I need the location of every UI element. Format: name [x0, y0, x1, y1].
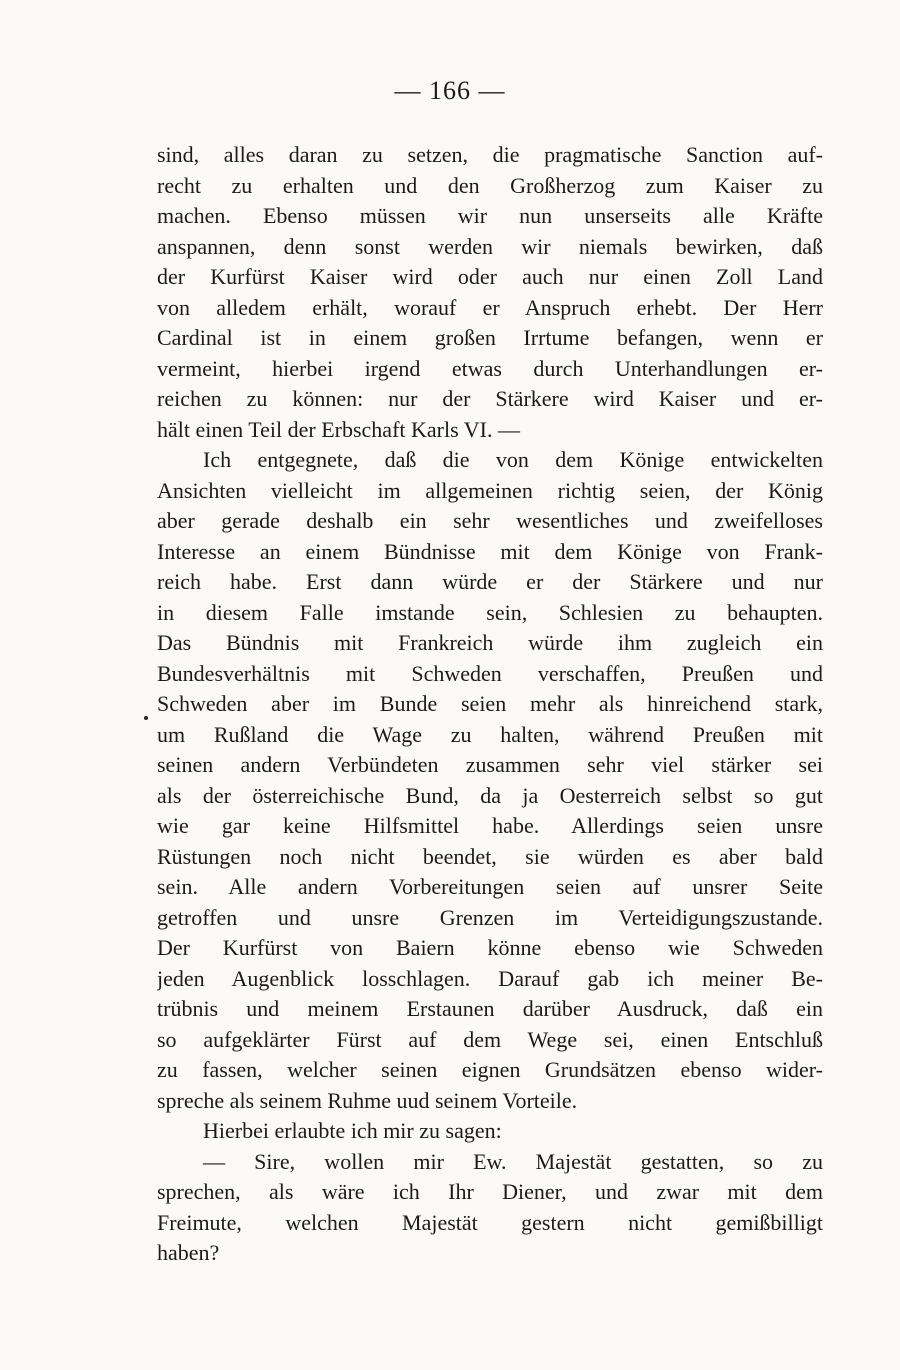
text-line: Hierbei erlaubte ich mir zu sagen:: [203, 1118, 502, 1143]
text-line: hält einen Teil der Erbschaft Karls VI. —: [157, 416, 520, 442]
text-line: Das Bündnis mit Frankreich würde ihm zugleich ein: [157, 630, 823, 655]
text-line: in diesem Falle imstande sein, Schlesien zu behaupten.: [157, 599, 823, 625]
page-number: — 166 —: [394, 76, 506, 105]
text-line: aber gerade deshalb ein sehr wesentliches und zweifelloses: [157, 508, 823, 533]
text-line: Interesse an einem Bündnisse mit dem Könige von Frank-: [157, 538, 823, 564]
body-text: [157, 140, 823, 1269]
ink-speck: [144, 716, 148, 720]
text-line: reichen zu können: nur der Stärkere wird Kaiser und er-: [157, 386, 823, 411]
text-line: Cardinal ist in einem großen Irrtume befangen, wenn er: [157, 325, 823, 350]
text-line: Freimute, welchen Majestät gestern nicht gemißbilligt: [157, 1209, 823, 1235]
text-line: — Sire, wollen mir Ew. Majestät gestatten, so zu: [203, 1148, 823, 1174]
text-line: getroffen und unsre Grenzen im Verteidigungszustande.: [157, 904, 823, 930]
text-line: sind, alles daran zu setzen, die pragmatische Sanction auf-: [157, 142, 823, 167]
text-line: haben?: [157, 1240, 220, 1265]
text-line: trübnis und meinem Erstaunen darüber Ausdruck, daß ein: [157, 996, 823, 1021]
text-line: Bundesverhältnis mit Schweden verschaffen, Preußen und: [157, 660, 823, 686]
text-line: seinen andern Verbündeten zusammen sehr viel stärker sei: [157, 752, 823, 777]
text-line: machen. Ebenso müssen wir nun unserseits alle Kräfte: [157, 203, 823, 228]
text-line: recht zu erhalten und den Großherzog zum Kaiser zu: [157, 172, 823, 198]
text-line: anspannen, denn sonst werden wir niemals bewirken, daß: [157, 233, 823, 259]
text-line: jeden Augenblick losschlagen. Darauf gab ich meiner Be-: [157, 965, 823, 991]
text-line: sein. Alle andern Vorbereitungen seien auf unsrer Seite: [157, 874, 823, 899]
text-line: zu fassen, welcher seinen eignen Grundsätzen ebenso wider-: [157, 1057, 823, 1082]
text-line: Rüstungen noch nicht beendet, sie würden es aber bald: [157, 843, 823, 869]
text-line: spreche als seinem Ruhme uud seinem Vorteile.: [157, 1087, 578, 1113]
text-line: reich habe. Erst dann würde er der Stärkere und nur: [157, 569, 823, 594]
text-line: um Rußland die Wage zu halten, während Preußen mit: [157, 721, 823, 747]
text-line: Ansichten vielleicht im allgemeinen richtig seien, der König: [157, 477, 823, 503]
text-line: vermeint, hierbei irgend etwas durch Unterhandlungen er-: [157, 355, 823, 381]
text-line: der Kurfürst Kaiser wird oder auch nur einen Zoll Land: [157, 264, 823, 289]
text-line: sprechen, als wäre ich Ihr Diener, und zwar mit dem: [157, 1179, 823, 1204]
text-line: wie gar keine Hilfsmittel habe. Allerdings seien unsre: [157, 813, 823, 838]
text-line: von alledem erhält, worauf er Anspruch erhebt. Der Herr: [157, 294, 823, 320]
text-line: Der Kurfürst von Baiern könne ebenso wie Schweden: [157, 935, 823, 960]
text-line: als der österreichische Bund, da ja Oesterreich selbst so gut: [157, 782, 823, 808]
text-line: Schweden aber im Bunde seien mehr als hinreichend stark,: [157, 691, 823, 716]
text-line: Ich entgegnete, daß die von dem Könige entwickelten: [203, 447, 823, 472]
text-line: so aufgeklärter Fürst auf dem Wege sei, einen Entschluß: [157, 1026, 823, 1052]
